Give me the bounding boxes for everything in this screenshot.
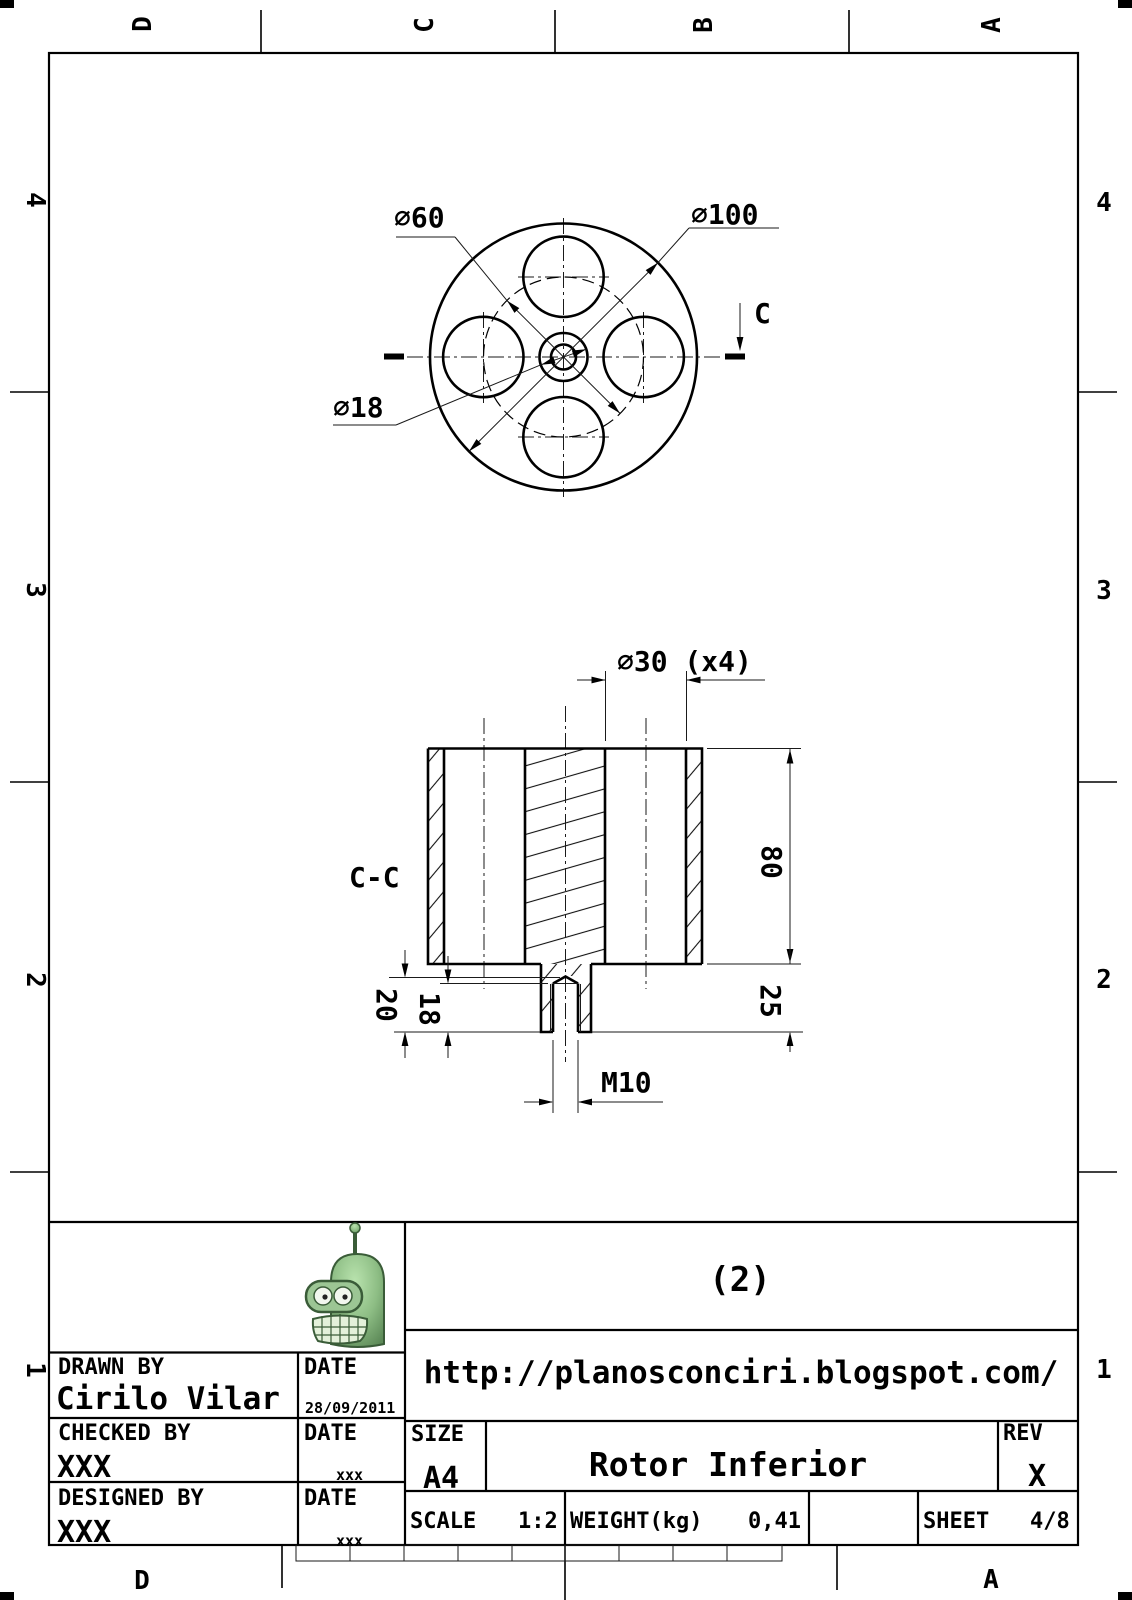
zone-label-right-1: 1 — [1096, 1355, 1112, 1385]
svg-text:20: 20 — [370, 988, 403, 1022]
svg-text:∅30 (x4): ∅30 (x4) — [617, 645, 752, 678]
zone-label-right-3: 3 — [1096, 576, 1112, 606]
scale-ruler — [296, 1545, 782, 1561]
zone-label-top-c: C — [410, 17, 440, 33]
zone-label-left-3: 3 — [20, 582, 50, 598]
zone-label-top-d: D — [128, 16, 158, 32]
designed-date-label: DATE — [304, 1486, 357, 1511]
left-pupil-icon — [322, 1294, 327, 1299]
section-view-label: C-C — [349, 861, 400, 894]
zone-label-bottom-a: A — [983, 1565, 999, 1595]
dim-18 — [413, 956, 548, 1058]
drawn-by-value: Cirilo Vilar — [56, 1381, 280, 1417]
section-letter: C — [754, 297, 771, 330]
zone-label-left-4: 4 — [20, 192, 50, 208]
sheet-value: 4/8 — [1030, 1509, 1070, 1534]
zone-label-right-2: 2 — [1096, 965, 1112, 995]
rev-value: X — [1028, 1459, 1047, 1494]
antenna-ball-icon — [350, 1223, 360, 1233]
checked-by-label: CHECKED BY — [58, 1421, 191, 1446]
designed-date-value: xxx — [336, 1532, 364, 1550]
rev-label: REV — [1003, 1421, 1043, 1446]
right-pupil-icon — [342, 1294, 347, 1299]
svg-text:80: 80 — [755, 845, 788, 879]
zone-label-right-4: 4 — [1096, 188, 1112, 218]
trim-mark-top-right — [1118, 0, 1132, 8]
size-label: SIZE — [411, 1422, 464, 1447]
part-number: (2) — [709, 1260, 771, 1300]
checked-by-value: XXX — [57, 1450, 112, 1485]
zone-label-top-a: A — [977, 17, 1007, 33]
section-cut-marks — [384, 297, 771, 357]
checked-date-value: xxx — [336, 1466, 364, 1484]
section-view — [349, 645, 803, 1113]
svg-text:∅60: ∅60 — [394, 201, 445, 234]
bender-logo — [306, 1223, 384, 1347]
checked-date-label: DATE — [304, 1421, 357, 1446]
svg-text:∅100: ∅100 — [691, 198, 759, 231]
trim-mark-bottom-right — [1118, 1592, 1132, 1600]
zone-label-left-2: 2 — [20, 972, 50, 988]
zone-label-bottom-d: D — [134, 1566, 150, 1596]
trim-mark-bottom-left — [0, 1592, 14, 1600]
drawn-date-value: 28/09/2011 — [305, 1399, 396, 1417]
title-block — [49, 1222, 1078, 1550]
drawn-by-label: DRAWN BY — [58, 1355, 164, 1380]
scale-value: 1:2 — [518, 1509, 558, 1534]
svg-text:25: 25 — [754, 984, 787, 1018]
zone-label-top-b: B — [689, 17, 719, 33]
designed-by-label: DESIGNED BY — [58, 1486, 204, 1511]
top-view — [333, 198, 779, 497]
svg-text:M10: M10 — [601, 1066, 652, 1099]
zone-label-left-1: 1 — [20, 1362, 50, 1378]
drawn-date-label: DATE — [304, 1355, 357, 1380]
svg-text:∅18: ∅18 — [333, 391, 384, 424]
svg-text:18: 18 — [413, 992, 446, 1026]
designed-by-value: XXX — [57, 1515, 112, 1550]
part-title: Rotor Inferior — [588, 1445, 868, 1484]
weight-value: 0,41 — [748, 1509, 801, 1534]
trim-mark-top-left — [0, 0, 14, 8]
sheet-label: SHEET — [923, 1509, 990, 1534]
dim-dia-30 — [577, 645, 765, 741]
blog-url: http://planosconciri.blogspot.com/ — [423, 1355, 1059, 1391]
scale-label: SCALE — [410, 1509, 477, 1534]
dim-80 — [707, 749, 801, 965]
dim-20 — [370, 950, 560, 1058]
dim-m10 — [524, 1040, 663, 1113]
weight-label: WEIGHT(kg) — [570, 1509, 703, 1534]
dim-dia-18 — [333, 346, 587, 425]
size-value: A4 — [423, 1461, 460, 1496]
